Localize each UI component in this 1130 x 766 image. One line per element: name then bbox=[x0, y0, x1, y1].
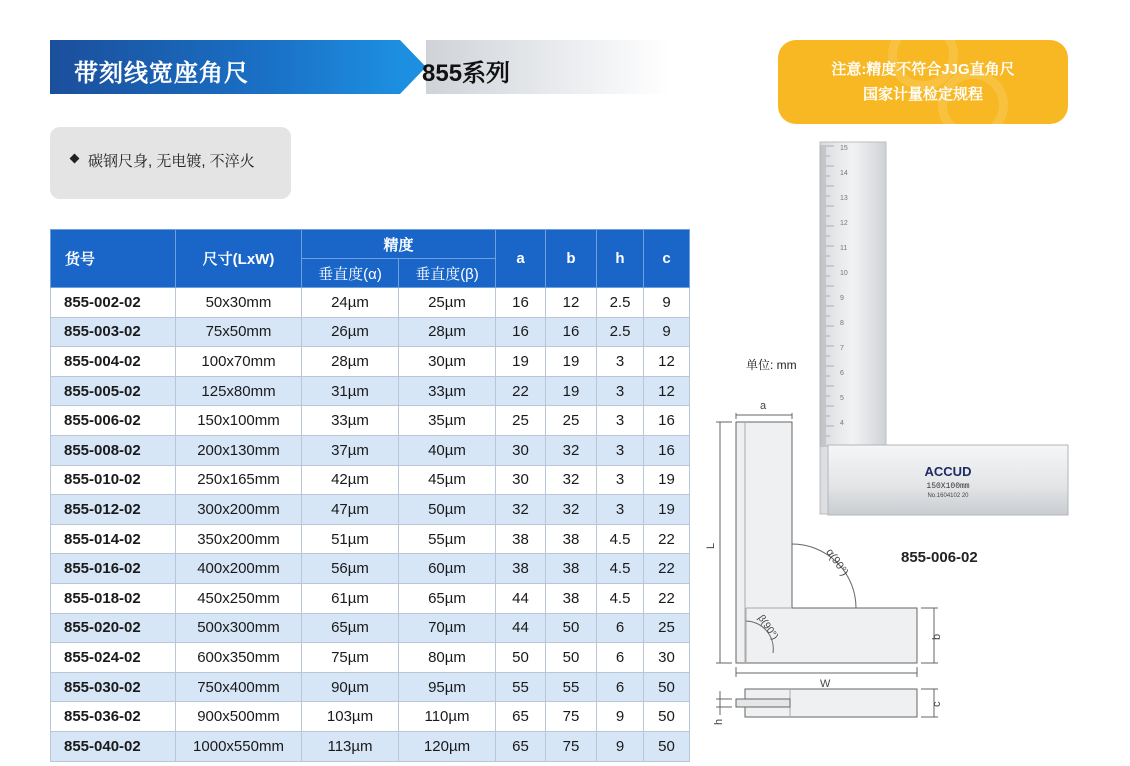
cell-size: 500x300mm bbox=[176, 613, 302, 643]
scale-number: 11 bbox=[840, 245, 848, 252]
table-row bbox=[51, 702, 690, 732]
cell-h: 3 bbox=[597, 347, 644, 377]
cell-beta: 80µm bbox=[399, 643, 496, 673]
cell-h: 4.5 bbox=[597, 524, 644, 554]
series-label: 855系列 bbox=[422, 60, 511, 87]
cell-b: 32 bbox=[546, 495, 597, 525]
cell-c: 22 bbox=[644, 583, 690, 613]
cell-c: 19 bbox=[644, 465, 690, 495]
cell-size: 50x30mm bbox=[176, 288, 302, 318]
scale-number: 12 bbox=[840, 220, 848, 227]
cell-beta: 40µm bbox=[399, 435, 496, 465]
cell-code: 855-008-02 bbox=[51, 435, 176, 465]
cell-c: 30 bbox=[644, 643, 690, 673]
cell-size: 300x200mm bbox=[176, 495, 302, 525]
cell-code: 855-040-02 bbox=[51, 731, 176, 761]
cell-c: 19 bbox=[644, 495, 690, 525]
engraving-text: 150X100mm bbox=[926, 482, 970, 491]
scale-number: 9 bbox=[840, 295, 844, 302]
cell-b: 38 bbox=[546, 524, 597, 554]
diamond-bullet-icon bbox=[70, 154, 80, 164]
dimension-diagram bbox=[705, 395, 955, 740]
cell-beta: 50µm bbox=[399, 495, 496, 525]
cell-size: 450x250mm bbox=[176, 583, 302, 613]
cell-a: 55 bbox=[496, 672, 546, 702]
model-label: 855-006-02 bbox=[901, 549, 978, 566]
cell-b: 32 bbox=[546, 435, 597, 465]
scale-number: 7 bbox=[840, 345, 844, 352]
cell-c: 25 bbox=[644, 613, 690, 643]
cell-a: 16 bbox=[496, 288, 546, 318]
cell-a: 44 bbox=[496, 583, 546, 613]
header-precision: 精度 bbox=[302, 230, 496, 259]
cell-beta: 65µm bbox=[399, 583, 496, 613]
cell-c: 50 bbox=[644, 702, 690, 732]
table-row bbox=[51, 288, 690, 318]
cell-size: 200x130mm bbox=[176, 435, 302, 465]
cell-alpha: 56µm bbox=[302, 554, 399, 584]
spec-table bbox=[50, 229, 690, 762]
cell-code: 855-036-02 bbox=[51, 702, 176, 732]
cell-a: 65 bbox=[496, 731, 546, 761]
cell-h: 2.5 bbox=[597, 288, 644, 318]
header-code: 货号 bbox=[51, 230, 176, 288]
cell-h: 3 bbox=[597, 376, 644, 406]
cell-code: 855-018-02 bbox=[51, 583, 176, 613]
cell-a: 44 bbox=[496, 613, 546, 643]
scale-number: 8 bbox=[840, 320, 844, 327]
cell-a: 16 bbox=[496, 317, 546, 347]
label-a: a bbox=[760, 400, 767, 412]
cell-a: 30 bbox=[496, 465, 546, 495]
header-c: c bbox=[644, 230, 690, 288]
brand-logo: ACCUD bbox=[924, 464, 972, 479]
cell-alpha: 113µm bbox=[302, 731, 399, 761]
feature-text: 碳钢尺身, 无电镀, 不淬火 bbox=[88, 153, 255, 170]
cell-size: 900x500mm bbox=[176, 702, 302, 732]
cell-alpha: 61µm bbox=[302, 583, 399, 613]
cell-b: 50 bbox=[546, 613, 597, 643]
table-row bbox=[51, 583, 690, 613]
notice-line-2: 国家计量检定规程 bbox=[862, 86, 983, 103]
cell-b: 75 bbox=[546, 731, 597, 761]
scale-number: 14 bbox=[840, 170, 848, 177]
cell-code: 855-004-02 bbox=[51, 347, 176, 377]
cell-code: 855-005-02 bbox=[51, 376, 176, 406]
scale-number: 15 bbox=[840, 145, 848, 152]
table-row bbox=[51, 435, 690, 465]
header-h: h bbox=[597, 230, 644, 288]
cell-h: 6 bbox=[597, 672, 644, 702]
header-alpha: 垂直度(α) bbox=[302, 259, 399, 288]
cell-h: 6 bbox=[597, 613, 644, 643]
label-L: L bbox=[705, 542, 717, 549]
cell-beta: 35µm bbox=[399, 406, 496, 436]
table-row bbox=[51, 524, 690, 554]
cell-c: 50 bbox=[644, 731, 690, 761]
scale-number: 13 bbox=[840, 195, 848, 202]
table-row bbox=[51, 672, 690, 702]
cell-size: 600x350mm bbox=[176, 643, 302, 673]
cell-b: 16 bbox=[546, 317, 597, 347]
table-row bbox=[51, 554, 690, 584]
header-a: a bbox=[496, 230, 546, 288]
header-size: 尺寸(LxW) bbox=[176, 230, 302, 288]
scale-number: 4 bbox=[840, 420, 844, 427]
cell-size: 1000x550mm bbox=[176, 731, 302, 761]
cell-size: 100x70mm bbox=[176, 347, 302, 377]
header-beta: 垂直度(β) bbox=[399, 259, 496, 288]
cell-a: 65 bbox=[496, 702, 546, 732]
cell-h: 3 bbox=[597, 495, 644, 525]
label-W: W bbox=[820, 678, 831, 690]
cell-h: 9 bbox=[597, 731, 644, 761]
cell-b: 38 bbox=[546, 583, 597, 613]
cell-c: 12 bbox=[644, 347, 690, 377]
cell-code: 855-006-02 bbox=[51, 406, 176, 436]
cell-h: 9 bbox=[597, 702, 644, 732]
cell-code: 855-012-02 bbox=[51, 495, 176, 525]
cell-alpha: 42µm bbox=[302, 465, 399, 495]
cell-c: 16 bbox=[644, 435, 690, 465]
label-alpha: α(90°) bbox=[823, 546, 851, 579]
cell-b: 50 bbox=[546, 643, 597, 673]
page-title: 带刻线宽座角尺 bbox=[74, 60, 249, 87]
cell-c: 16 bbox=[644, 406, 690, 436]
cell-code: 855-024-02 bbox=[51, 643, 176, 673]
cell-beta: 120µm bbox=[399, 731, 496, 761]
cell-beta: 70µm bbox=[399, 613, 496, 643]
table-row bbox=[51, 465, 690, 495]
feature-box bbox=[50, 127, 291, 199]
cell-a: 19 bbox=[496, 347, 546, 377]
cell-a: 50 bbox=[496, 643, 546, 673]
cell-b: 12 bbox=[546, 288, 597, 318]
cell-b: 32 bbox=[546, 465, 597, 495]
cell-code: 855-020-02 bbox=[51, 613, 176, 643]
cell-alpha: 103µm bbox=[302, 702, 399, 732]
cell-c: 9 bbox=[644, 317, 690, 347]
table-row bbox=[51, 731, 690, 761]
cell-alpha: 90µm bbox=[302, 672, 399, 702]
table-row bbox=[51, 376, 690, 406]
cell-beta: 110µm bbox=[399, 702, 496, 732]
cell-size: 750x400mm bbox=[176, 672, 302, 702]
cell-size: 350x200mm bbox=[176, 524, 302, 554]
cell-h: 3 bbox=[597, 435, 644, 465]
cell-beta: 25µm bbox=[399, 288, 496, 318]
header-banner bbox=[50, 40, 670, 94]
cell-h: 2.5 bbox=[597, 317, 644, 347]
cell-size: 150x100mm bbox=[176, 406, 302, 436]
cell-alpha: 24µm bbox=[302, 288, 399, 318]
table-row bbox=[51, 317, 690, 347]
cell-a: 22 bbox=[496, 376, 546, 406]
cell-a: 32 bbox=[496, 495, 546, 525]
table-row bbox=[51, 406, 690, 436]
cell-alpha: 51µm bbox=[302, 524, 399, 554]
notice-box bbox=[778, 40, 1068, 124]
cell-b: 55 bbox=[546, 672, 597, 702]
cell-code: 855-016-02 bbox=[51, 554, 176, 584]
cell-c: 50 bbox=[644, 672, 690, 702]
unit-label: 单位: mm bbox=[746, 358, 797, 372]
cell-c: 22 bbox=[644, 554, 690, 584]
cell-size: 400x200mm bbox=[176, 554, 302, 584]
cell-b: 25 bbox=[546, 406, 597, 436]
cell-b: 38 bbox=[546, 554, 597, 584]
cell-alpha: 47µm bbox=[302, 495, 399, 525]
cell-h: 3 bbox=[597, 465, 644, 495]
cell-h: 6 bbox=[597, 643, 644, 673]
cell-h: 4.5 bbox=[597, 554, 644, 584]
cell-alpha: 75µm bbox=[302, 643, 399, 673]
cell-h: 3 bbox=[597, 406, 644, 436]
cell-alpha: 26µm bbox=[302, 317, 399, 347]
cell-code: 855-030-02 bbox=[51, 672, 176, 702]
cell-a: 38 bbox=[496, 554, 546, 584]
cell-c: 9 bbox=[644, 288, 690, 318]
cell-a: 25 bbox=[496, 406, 546, 436]
table-row bbox=[51, 613, 690, 643]
cell-alpha: 31µm bbox=[302, 376, 399, 406]
cell-a: 30 bbox=[496, 435, 546, 465]
cell-beta: 45µm bbox=[399, 465, 496, 495]
cell-h: 4.5 bbox=[597, 583, 644, 613]
cell-beta: 33µm bbox=[399, 376, 496, 406]
scale-number: 5 bbox=[840, 395, 844, 402]
cell-code: 855-002-02 bbox=[51, 288, 176, 318]
cell-a: 38 bbox=[496, 524, 546, 554]
cell-alpha: 33µm bbox=[302, 406, 399, 436]
cell-beta: 95µm bbox=[399, 672, 496, 702]
cell-code: 855-014-02 bbox=[51, 524, 176, 554]
table-row bbox=[51, 643, 690, 673]
cell-alpha: 28µm bbox=[302, 347, 399, 377]
label-c: c bbox=[931, 701, 943, 707]
cell-beta: 28µm bbox=[399, 317, 496, 347]
cell-b: 75 bbox=[546, 702, 597, 732]
cell-c: 22 bbox=[644, 524, 690, 554]
cell-size: 75x50mm bbox=[176, 317, 302, 347]
notice-line-1: 注意:精度不符合JJG直角尺 bbox=[831, 61, 1015, 78]
header-b: b bbox=[546, 230, 597, 288]
cell-b: 19 bbox=[546, 376, 597, 406]
cell-code: 855-010-02 bbox=[51, 465, 176, 495]
serial-text: No.1604102 20 bbox=[927, 493, 969, 499]
cell-code: 855-003-02 bbox=[51, 317, 176, 347]
scale-number: 6 bbox=[840, 370, 844, 377]
cell-c: 12 bbox=[644, 376, 690, 406]
cell-alpha: 37µm bbox=[302, 435, 399, 465]
cell-size: 125x80mm bbox=[176, 376, 302, 406]
scale-number: 10 bbox=[840, 270, 848, 277]
cell-size: 250x165mm bbox=[176, 465, 302, 495]
label-beta: β(90°) bbox=[755, 613, 781, 643]
label-b: b bbox=[931, 633, 943, 640]
cell-beta: 60µm bbox=[399, 554, 496, 584]
cell-alpha: 65µm bbox=[302, 613, 399, 643]
table-row bbox=[51, 495, 690, 525]
cell-b: 19 bbox=[546, 347, 597, 377]
table-row bbox=[51, 347, 690, 377]
cell-beta: 55µm bbox=[399, 524, 496, 554]
cell-beta: 30µm bbox=[399, 347, 496, 377]
label-h: h bbox=[713, 718, 725, 725]
